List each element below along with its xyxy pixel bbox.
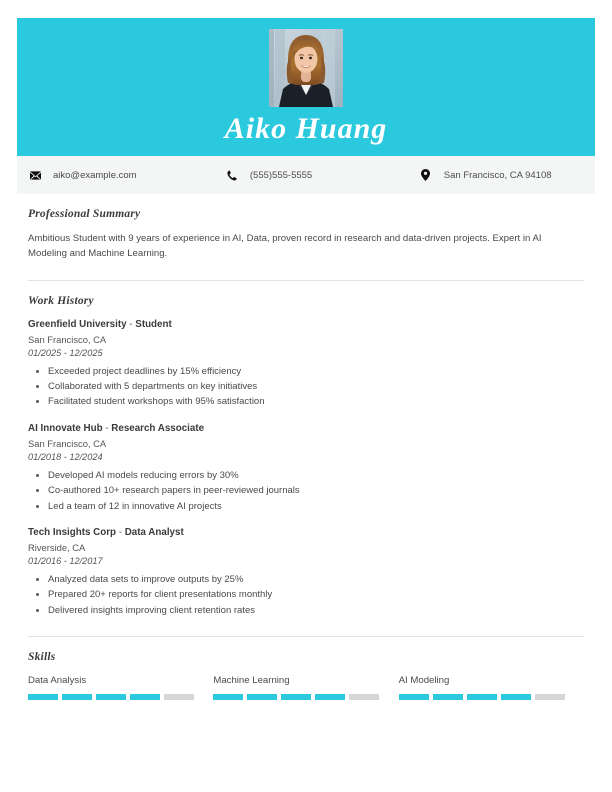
skill-segment-filled (467, 694, 497, 700)
full-name: Aiko Huang (224, 112, 388, 145)
phone-icon (224, 170, 240, 181)
job-company: Tech Insights Corp (28, 526, 116, 538)
job-bullet: Developed AI models reducing errors by 30% (28, 468, 584, 483)
job-bullet-list (28, 572, 584, 618)
skill-name: Data Analysis (28, 675, 87, 687)
skill-item (28, 675, 213, 700)
skill-segment-filled (433, 694, 463, 700)
job-entry (28, 527, 584, 618)
job-bullet: Led a team of 12 in innovative AI projects (28, 499, 584, 514)
contact-location[interactable] (418, 169, 595, 181)
section-professional-summary (28, 194, 584, 281)
skill-segment-filled (501, 694, 531, 700)
job-bullet: Exceeded project deadlines by 15% efficiency (28, 364, 584, 379)
job-company: AI Innovate Hub (28, 422, 103, 434)
skill-segment-filled (281, 694, 311, 700)
skill-segment-filled (28, 694, 58, 700)
skill-segment-filled (130, 694, 160, 700)
contact-phone[interactable] (224, 170, 418, 181)
job-separator: - (126, 318, 136, 330)
section-title-summary: Professional Summary (28, 208, 141, 220)
job-dates: 01/2016 - 12/2017 (28, 555, 103, 566)
portrait-photo-icon (269, 29, 343, 107)
skill-segment-filled (399, 694, 429, 700)
summary-text: Ambitious Student with 9 years of experience in AI, Data, proven record in research and data-driven projects. Expert in AI Modeling and Machine Learning. (28, 233, 542, 259)
job-role: Student (135, 318, 172, 330)
job-bullet: Collaborated with 5 departments on key initiatives (28, 379, 584, 394)
job-role: Data Analyst (124, 526, 184, 538)
contact-location-text: San Francisco, CA 94108 (443, 169, 552, 181)
job-dates: 01/2025 - 12/2025 (28, 347, 103, 358)
skill-name: AI Modeling (398, 675, 450, 687)
section-skills (28, 637, 584, 700)
job-list (28, 319, 584, 618)
job-bullet-list (28, 364, 584, 410)
job-bullet: Prepared 20+ reports for client presentations monthly (28, 587, 584, 602)
resume-header (17, 18, 595, 156)
skill-segment-filled (247, 694, 277, 700)
job-role: Research Associate (111, 422, 205, 434)
job-separator: - (116, 526, 125, 538)
section-work-history (28, 281, 584, 637)
skill-segment-filled (213, 694, 243, 700)
job-entry (28, 423, 584, 514)
job-bullet: Delivered insights improving client retention rates (28, 603, 584, 618)
skill-level-bar (399, 694, 565, 700)
resume-body (17, 194, 595, 700)
section-title-work-history: Work History (28, 294, 94, 307)
skill-segment-filled (62, 694, 92, 700)
location-pin-icon (418, 169, 434, 181)
contact-email-text: aiko@example.com (53, 169, 137, 181)
job-separator: - (102, 422, 112, 434)
skill-level-bar (28, 694, 194, 700)
skill-segment-empty (164, 694, 194, 700)
contact-email[interactable] (27, 170, 224, 181)
job-location: Riverside, CA (28, 541, 86, 553)
skill-item (399, 675, 584, 700)
contact-bar (17, 156, 595, 194)
section-title-skills: Skills (28, 651, 56, 664)
job-bullet: Analyzed data sets to improve outputs by 25% (28, 572, 584, 587)
job-bullet: Facilitated student workshops with 95% satisfaction (28, 394, 584, 409)
job-heading (28, 319, 584, 330)
envelope-icon (27, 171, 43, 180)
skill-segment-filled (96, 694, 126, 700)
skills-grid (28, 675, 584, 700)
job-bullet: Co-authored 10+ research papers in peer-reviewed journals (28, 483, 584, 498)
job-heading (28, 423, 584, 434)
skill-segment-empty (535, 694, 565, 700)
job-bullet-list (28, 468, 584, 514)
skill-item (213, 675, 398, 700)
job-entry (28, 319, 584, 410)
job-company: Greenfield University (28, 318, 127, 330)
job-location: San Francisco, CA (28, 333, 107, 345)
profile-photo (269, 29, 343, 107)
skill-segment-empty (349, 694, 379, 700)
skill-level-bar (213, 694, 379, 700)
contact-phone-text: (555)555-5555 (249, 169, 313, 181)
job-heading (28, 527, 584, 538)
job-dates: 01/2018 - 12/2024 (28, 451, 103, 462)
skill-segment-filled (315, 694, 345, 700)
job-location: San Francisco, CA (28, 437, 107, 449)
skill-name: Machine Learning (213, 675, 290, 687)
